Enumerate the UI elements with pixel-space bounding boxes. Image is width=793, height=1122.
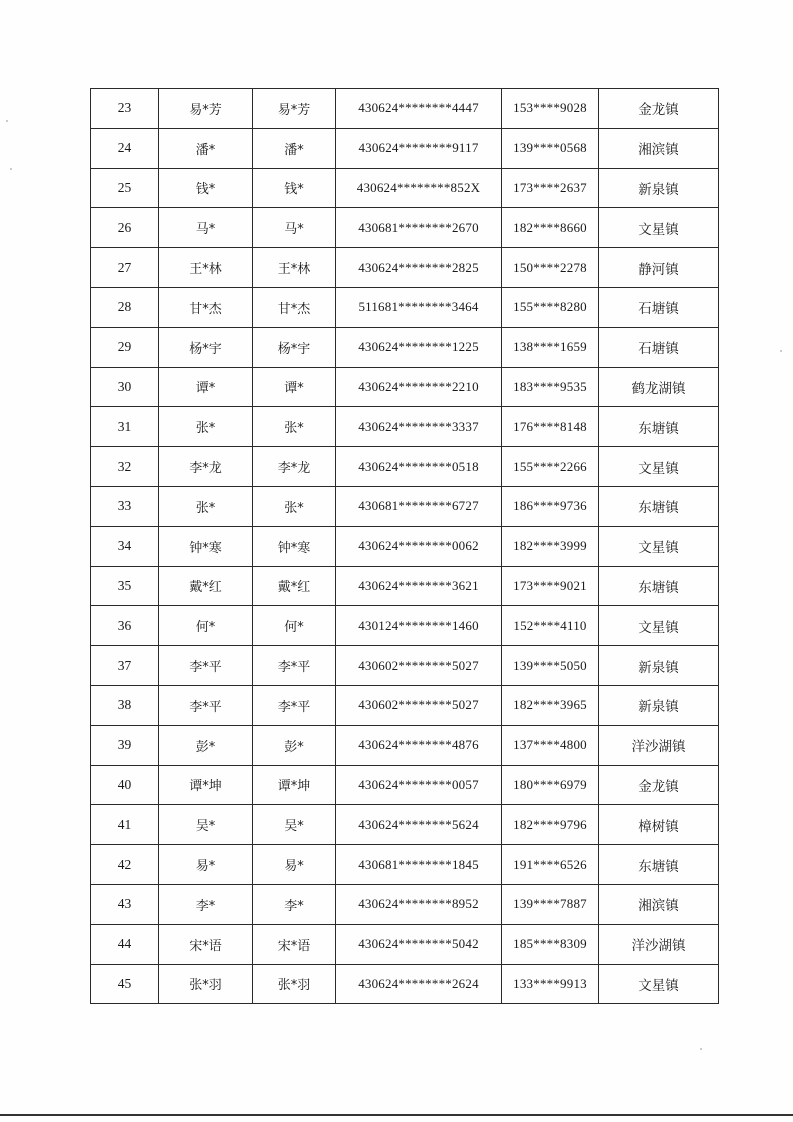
table-row <box>91 765 719 805</box>
payee-name-cell: 李*平 <box>253 646 336 686</box>
town-cell: 静河镇 <box>599 248 719 288</box>
applicant-name-cell: 易* <box>159 845 253 885</box>
row-index-cell: 41 <box>91 805 159 845</box>
applicant-name-cell: 谭* <box>159 367 253 407</box>
table-row <box>91 287 719 327</box>
town-cell: 新泉镇 <box>599 685 719 725</box>
roster-table-container <box>90 88 718 1004</box>
applicant-name-cell: 易*芳 <box>159 89 253 129</box>
table-row <box>91 447 719 487</box>
town-cell: 新泉镇 <box>599 168 719 208</box>
phone-number-cell: 176****8148 <box>502 407 599 447</box>
applicant-name-cell: 李*龙 <box>159 447 253 487</box>
id-number-cell: 430624********2624 <box>336 964 502 1004</box>
payee-name-cell: 易* <box>253 845 336 885</box>
id-number-cell: 430624********5624 <box>336 805 502 845</box>
town-cell: 湘滨镇 <box>599 884 719 924</box>
town-cell: 石塘镇 <box>599 327 719 367</box>
roster-table <box>90 88 719 1004</box>
applicant-name-cell: 谭*坤 <box>159 765 253 805</box>
row-index-cell: 42 <box>91 845 159 885</box>
row-index-cell: 45 <box>91 964 159 1004</box>
id-number-cell: 430681********1845 <box>336 845 502 885</box>
scan-speck <box>10 168 12 170</box>
town-cell: 文星镇 <box>599 208 719 248</box>
table-row <box>91 367 719 407</box>
applicant-name-cell: 潘* <box>159 128 253 168</box>
phone-number-cell: 139****5050 <box>502 646 599 686</box>
row-index-cell: 25 <box>91 168 159 208</box>
payee-name-cell: 张*羽 <box>253 964 336 1004</box>
table-row <box>91 407 719 447</box>
id-number-cell: 430624********3337 <box>336 407 502 447</box>
town-cell: 东塘镇 <box>599 486 719 526</box>
applicant-name-cell: 钱* <box>159 168 253 208</box>
row-index-cell: 26 <box>91 208 159 248</box>
town-cell: 新泉镇 <box>599 646 719 686</box>
payee-name-cell: 王*林 <box>253 248 336 288</box>
town-cell: 东塘镇 <box>599 566 719 606</box>
table-row <box>91 685 719 725</box>
row-index-cell: 24 <box>91 128 159 168</box>
row-index-cell: 44 <box>91 924 159 964</box>
row-index-cell: 43 <box>91 884 159 924</box>
id-number-cell: 430624********0518 <box>336 447 502 487</box>
payee-name-cell: 彭* <box>253 725 336 765</box>
row-index-cell: 27 <box>91 248 159 288</box>
phone-number-cell: 183****9535 <box>502 367 599 407</box>
payee-name-cell: 张* <box>253 407 336 447</box>
payee-name-cell: 甘*杰 <box>253 287 336 327</box>
payee-name-cell: 钱* <box>253 168 336 208</box>
payee-name-cell: 李*平 <box>253 685 336 725</box>
applicant-name-cell: 吴* <box>159 805 253 845</box>
table-row <box>91 327 719 367</box>
phone-number-cell: 150****2278 <box>502 248 599 288</box>
payee-name-cell: 李*龙 <box>253 447 336 487</box>
payee-name-cell: 何* <box>253 606 336 646</box>
phone-number-cell: 133****9913 <box>502 964 599 1004</box>
id-number-cell: 430624********3621 <box>336 566 502 606</box>
id-number-cell: 511681********3464 <box>336 287 502 327</box>
phone-number-cell: 182****3999 <box>502 526 599 566</box>
payee-name-cell: 李* <box>253 884 336 924</box>
phone-number-cell: 182****9796 <box>502 805 599 845</box>
row-index-cell: 36 <box>91 606 159 646</box>
table-row <box>91 168 719 208</box>
town-cell: 金龙镇 <box>599 89 719 129</box>
applicant-name-cell: 钟*寒 <box>159 526 253 566</box>
table-row <box>91 208 719 248</box>
payee-name-cell: 潘* <box>253 128 336 168</box>
row-index-cell: 32 <box>91 447 159 487</box>
phone-number-cell: 137****4800 <box>502 725 599 765</box>
town-cell: 石塘镇 <box>599 287 719 327</box>
applicant-name-cell: 李*平 <box>159 685 253 725</box>
payee-name-cell: 吴* <box>253 805 336 845</box>
payee-name-cell: 易*芳 <box>253 89 336 129</box>
town-cell: 文星镇 <box>599 447 719 487</box>
id-number-cell: 430624********5042 <box>336 924 502 964</box>
row-index-cell: 40 <box>91 765 159 805</box>
table-row <box>91 845 719 885</box>
row-index-cell: 37 <box>91 646 159 686</box>
town-cell: 金龙镇 <box>599 765 719 805</box>
table-row <box>91 646 719 686</box>
town-cell: 文星镇 <box>599 964 719 1004</box>
town-cell: 鹤龙湖镇 <box>599 367 719 407</box>
table-row <box>91 924 719 964</box>
table-row <box>91 486 719 526</box>
payee-name-cell: 钟*寒 <box>253 526 336 566</box>
row-index-cell: 38 <box>91 685 159 725</box>
applicant-name-cell: 王*林 <box>159 248 253 288</box>
town-cell: 湘滨镇 <box>599 128 719 168</box>
table-row <box>91 725 719 765</box>
phone-number-cell: 155****8280 <box>502 287 599 327</box>
phone-number-cell: 173****9021 <box>502 566 599 606</box>
phone-number-cell: 185****8309 <box>502 924 599 964</box>
row-index-cell: 23 <box>91 89 159 129</box>
table-row <box>91 128 719 168</box>
roster-table-body <box>91 89 719 1004</box>
page-bottom-rule <box>0 1114 793 1116</box>
applicant-name-cell: 甘*杰 <box>159 287 253 327</box>
phone-number-cell: 152****4110 <box>502 606 599 646</box>
phone-number-cell: 139****7887 <box>502 884 599 924</box>
applicant-name-cell: 李*平 <box>159 646 253 686</box>
town-cell: 东塘镇 <box>599 407 719 447</box>
town-cell: 东塘镇 <box>599 845 719 885</box>
table-row <box>91 805 719 845</box>
phone-number-cell: 191****6526 <box>502 845 599 885</box>
row-index-cell: 31 <box>91 407 159 447</box>
phone-number-cell: 153****9028 <box>502 89 599 129</box>
phone-number-cell: 182****8660 <box>502 208 599 248</box>
payee-name-cell: 戴*红 <box>253 566 336 606</box>
table-row <box>91 606 719 646</box>
phone-number-cell: 182****3965 <box>502 685 599 725</box>
id-number-cell: 430624********9117 <box>336 128 502 168</box>
row-index-cell: 39 <box>91 725 159 765</box>
table-row <box>91 526 719 566</box>
id-number-cell: 430681********6727 <box>336 486 502 526</box>
payee-name-cell: 宋*语 <box>253 924 336 964</box>
id-number-cell: 430602********5027 <box>336 685 502 725</box>
id-number-cell: 430624********8952 <box>336 884 502 924</box>
table-row <box>91 89 719 129</box>
phone-number-cell: 155****2266 <box>502 447 599 487</box>
id-number-cell: 430624********4876 <box>336 725 502 765</box>
scan-speck <box>700 1048 702 1050</box>
row-index-cell: 29 <box>91 327 159 367</box>
phone-number-cell: 139****0568 <box>502 128 599 168</box>
phone-number-cell: 173****2637 <box>502 168 599 208</box>
phone-number-cell: 186****9736 <box>502 486 599 526</box>
id-number-cell: 430624********2825 <box>336 248 502 288</box>
table-row <box>91 964 719 1004</box>
row-index-cell: 33 <box>91 486 159 526</box>
id-number-cell: 430124********1460 <box>336 606 502 646</box>
id-number-cell: 430624********852X <box>336 168 502 208</box>
table-row <box>91 566 719 606</box>
payee-name-cell: 谭*坤 <box>253 765 336 805</box>
town-cell: 洋沙湖镇 <box>599 924 719 964</box>
applicant-name-cell: 张*羽 <box>159 964 253 1004</box>
table-row <box>91 248 719 288</box>
id-number-cell: 430624********0062 <box>336 526 502 566</box>
id-number-cell: 430624********2210 <box>336 367 502 407</box>
town-cell: 洋沙湖镇 <box>599 725 719 765</box>
row-index-cell: 28 <box>91 287 159 327</box>
id-number-cell: 430602********5027 <box>336 646 502 686</box>
applicant-name-cell: 杨*宇 <box>159 327 253 367</box>
applicant-name-cell: 彭* <box>159 725 253 765</box>
town-cell: 文星镇 <box>599 526 719 566</box>
scan-speck <box>6 120 8 122</box>
row-index-cell: 35 <box>91 566 159 606</box>
id-number-cell: 430624********1225 <box>336 327 502 367</box>
applicant-name-cell: 张* <box>159 486 253 526</box>
scan-speck <box>780 350 782 352</box>
phone-number-cell: 138****1659 <box>502 327 599 367</box>
payee-name-cell: 马* <box>253 208 336 248</box>
id-number-cell: 430681********2670 <box>336 208 502 248</box>
applicant-name-cell: 马* <box>159 208 253 248</box>
payee-name-cell: 张* <box>253 486 336 526</box>
applicant-name-cell: 张* <box>159 407 253 447</box>
applicant-name-cell: 李* <box>159 884 253 924</box>
id-number-cell: 430624********0057 <box>336 765 502 805</box>
applicant-name-cell: 何* <box>159 606 253 646</box>
town-cell: 樟树镇 <box>599 805 719 845</box>
payee-name-cell: 杨*宇 <box>253 327 336 367</box>
applicant-name-cell: 宋*语 <box>159 924 253 964</box>
row-index-cell: 34 <box>91 526 159 566</box>
table-row <box>91 884 719 924</box>
applicant-name-cell: 戴*红 <box>159 566 253 606</box>
phone-number-cell: 180****6979 <box>502 765 599 805</box>
town-cell: 文星镇 <box>599 606 719 646</box>
id-number-cell: 430624********4447 <box>336 89 502 129</box>
payee-name-cell: 谭* <box>253 367 336 407</box>
row-index-cell: 30 <box>91 367 159 407</box>
